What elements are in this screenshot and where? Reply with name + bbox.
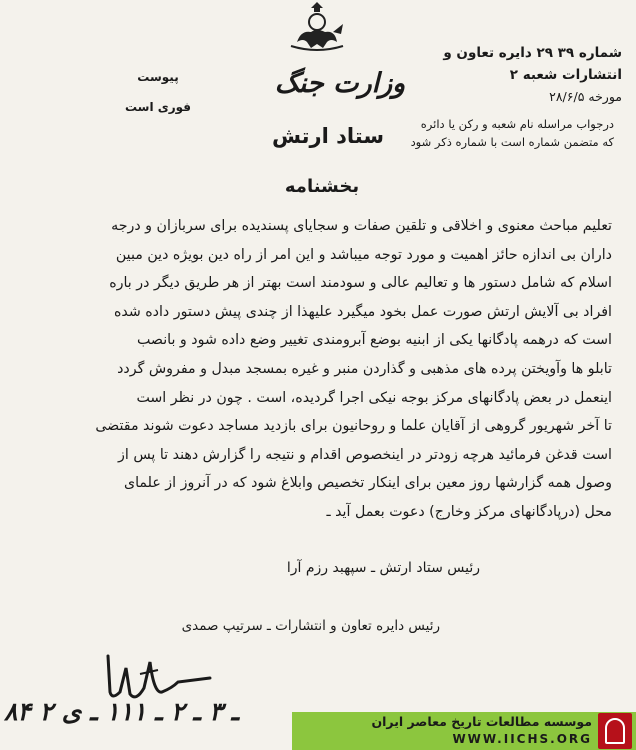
reply-instruction — [364, 115, 614, 151]
body-line: است قدغن فرمائید هرچه زودتر در اینخصوص اقدام و نتیجه را گزارش دهند تا پس از — [118, 446, 612, 463]
body-line: داران بی اندازه حائز اهمیت و مورد توجه میباشد و این امر از راه دین بویژه دین مبین — [115, 246, 612, 263]
body-line: اسلام که شامل دستور ها و تعالیم عالی و سودمند است بهتر از هر طریق دیگر در باره — [109, 275, 612, 292]
attachment-label: پیوست — [137, 70, 179, 84]
document-title: بخشنامه — [284, 176, 360, 197]
body-line: محل (درپادگانهای مرکز وخارج) دعوت بعمل آید ـ — [326, 503, 612, 520]
institute-url: WWW.IICHS.ORG — [452, 732, 592, 746]
letter-date: مورخه ۲۸/۶/۵ — [549, 89, 622, 104]
archive-file-number: ۸۴ ـ ۳ ـ ۲ ـ ۱۱۱ ـ ی ۲ — [4, 697, 239, 726]
body-line: وصول همه گزارشها روز معین برای اینکار تخصیص وابلاغ شود که در آنروز از علمای — [124, 475, 612, 492]
department-head-signature: رئیس دایره تعاون و انتشارات ـ سرتیپ صمدی — [181, 618, 440, 634]
staff-name: ستاد ارتش — [271, 124, 385, 148]
body-line: تعلیم مباحث معنوی و اخلاقی و تلقین صفات و سجایای پسندیده برای سربازان و درجه — [111, 218, 612, 234]
letter-flags — [118, 62, 198, 122]
letter-body — [46, 212, 612, 527]
lion-and-sun-emblem-icon — [287, 2, 347, 54]
institute-name: موسسه مطالعات تاریخ معاصر ایران — [371, 714, 592, 729]
reply-instruction-line-2: که متضمن شماره است با شماره ذکر شود — [410, 135, 614, 149]
ministry-name: وزارت جنگ — [274, 68, 406, 99]
body-line: اینعمل در بعض پادگانهای مرکز بوجه نیکی اجرا گردیده، است . چون در نظر است — [136, 389, 612, 406]
body-line: تا آخر شهریور گروهی از آقایان علما و روحانیون برای بازدید مساجد دعوت شوند مقتضی — [95, 418, 612, 435]
body-line: تابلو ها وآویختن پرده های مذهبی و گذاردن منبر و غیره بمسجد مبدل و مفروش گردد — [117, 360, 612, 377]
chief-of-staff-signature: رئیس ستاد ارتش ـ سپهبد رزم آرا — [286, 560, 480, 576]
letter-reference — [392, 42, 622, 108]
body-line: است که درهمه پادگانها یکی از ابنیه بوضع آبرومندی تغییر وضع داده شود و بانصب — [136, 332, 612, 349]
reply-instruction-line-1: درجواب مراسله نام شعبه و رکن یا دائره — [420, 117, 614, 131]
body-line: افراد بی آلایش ارتش صورت عمل بخود میگیرد علیهذا از چندی پیش دستور داده شده — [113, 303, 612, 320]
urgent-label: فوری است — [124, 100, 192, 114]
letter-number: شماره ۳۹ ۲۹ دایره تعاون و انتشارات شعبه ۲ — [443, 45, 622, 83]
archive-banner — [292, 712, 636, 750]
institute-logo-icon — [598, 713, 632, 749]
